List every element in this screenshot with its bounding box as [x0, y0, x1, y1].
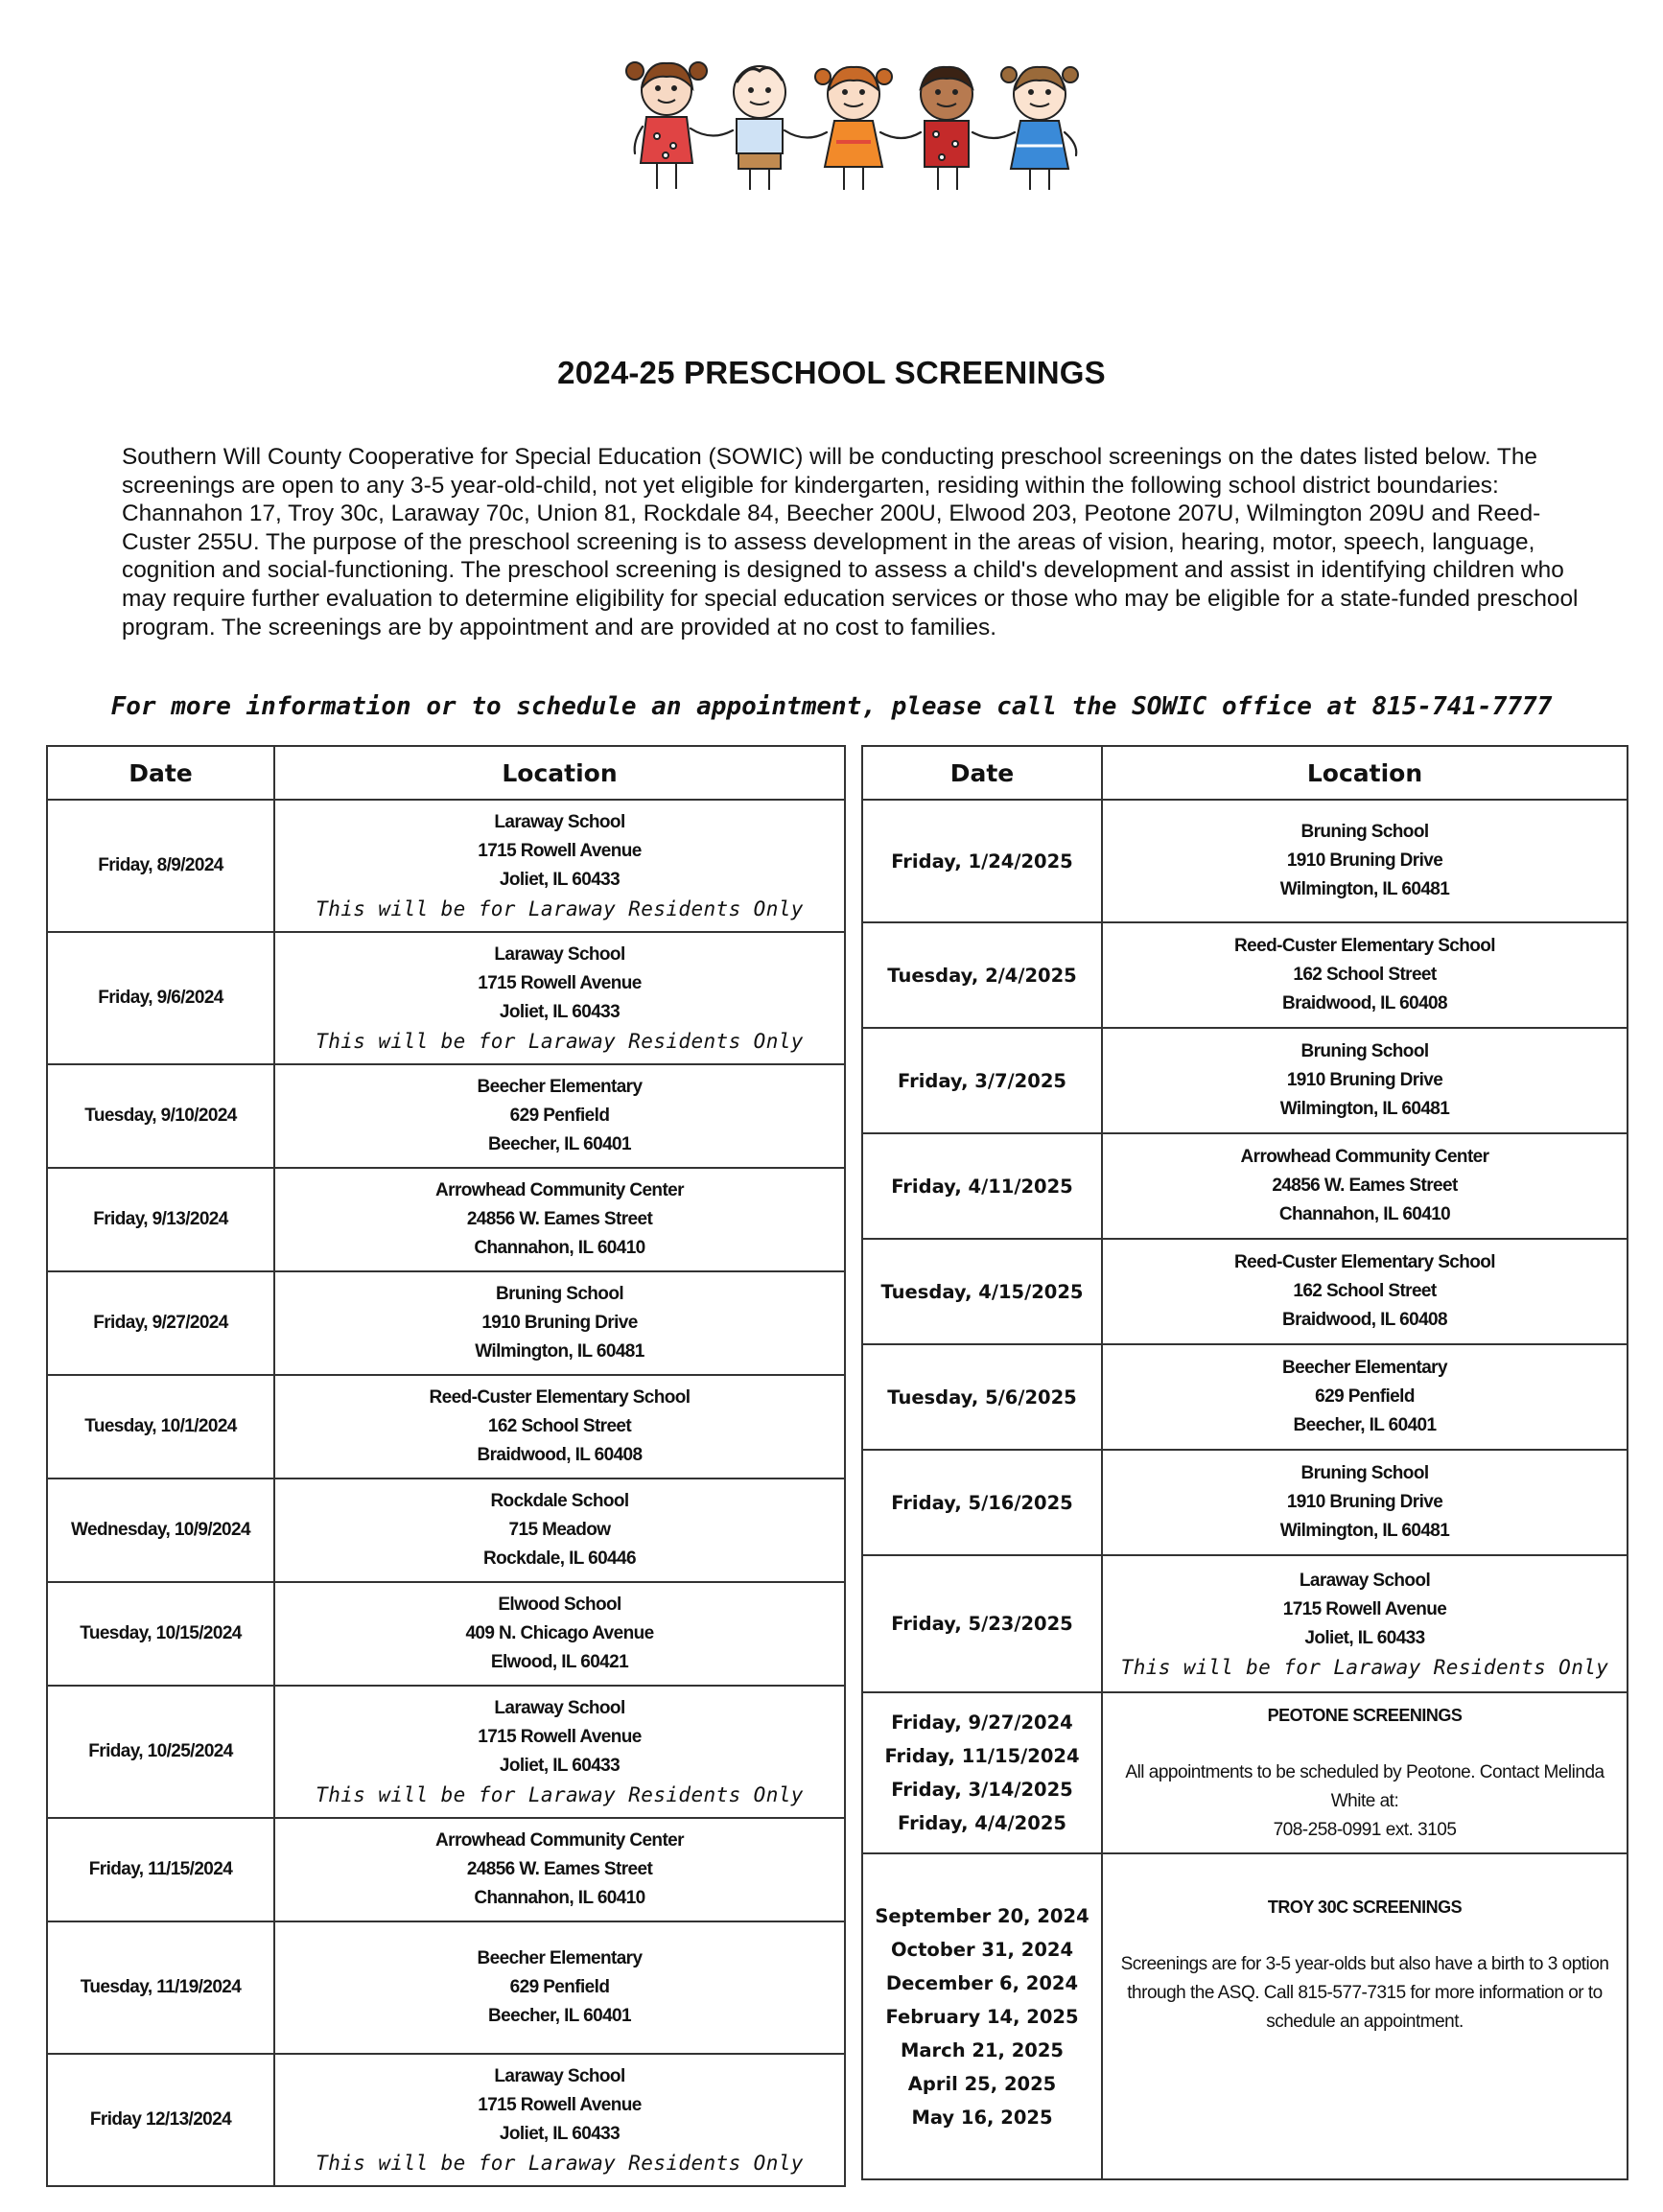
location-city: Elwood, IL 60421: [490, 1652, 629, 1672]
troy-date: October 31, 2024: [890, 1938, 1074, 1961]
location-name: Laraway School: [494, 1698, 625, 1718]
screening-date: Tuesday, 2/4/2025: [862, 922, 1102, 1028]
location-name: Bruning School: [1300, 1463, 1429, 1483]
screening-date: Tuesday, 5/6/2025: [862, 1344, 1102, 1450]
child-2: [734, 66, 785, 190]
peotone-date: Friday, 3/14/2025: [891, 1779, 1073, 1801]
location-city: Channahon, IL 60410: [474, 1238, 645, 1258]
table-row: [47, 1818, 845, 1921]
date-column-header: Date: [47, 746, 274, 800]
contact-callout: For more information or to schedule an appointment, please call the SOWIC office at 815-741-7777: [110, 692, 1553, 721]
location-street: 24856 W. Eames Street: [466, 1209, 653, 1229]
screening-location: [274, 800, 845, 932]
location-city: Braidwood, IL 60408: [477, 1445, 643, 1465]
troy-date: March 21, 2025: [900, 2038, 1064, 2061]
screening-date: Friday, 9/27/2024: [47, 1271, 274, 1375]
peotone-date: Friday, 4/4/2025: [898, 1812, 1066, 1834]
location-street: 1715 Rowell Avenue: [1282, 1598, 1447, 1619]
location-street: 715 Meadow: [508, 1520, 611, 1540]
table-row: [862, 1450, 1628, 1555]
location-column-header: Location: [274, 746, 845, 800]
screening-date: Friday, 5/23/2025: [862, 1555, 1102, 1692]
screening-location: [274, 2054, 845, 2186]
table-row: [47, 1686, 845, 1818]
location-city: Braidwood, IL 60408: [1282, 993, 1447, 1013]
screening-date: Friday, 9/13/2024: [47, 1168, 274, 1271]
screening-date: Friday, 5/16/2025: [862, 1450, 1102, 1555]
table-row: [47, 1921, 845, 2054]
location-name: Reed-Custer Elementary School: [1234, 936, 1495, 956]
screening-location: [274, 1582, 845, 1686]
screening-date: Tuesday, 10/1/2024: [47, 1375, 274, 1479]
location-city: Beecher, IL 60401: [488, 2006, 631, 2026]
schedule-table-left: [46, 745, 846, 2187]
location-city: Wilmington, IL 60481: [1279, 879, 1450, 899]
screening-date: Tuesday, 9/10/2024: [47, 1064, 274, 1168]
location-city: Channahon, IL 60410: [1278, 1204, 1451, 1224]
location-city: Rockdale, IL 60446: [483, 1548, 636, 1569]
location-city: Joliet, IL 60433: [499, 1756, 621, 1776]
location-name: Beecher Elementary: [477, 1948, 643, 1968]
location-name: Laraway School: [494, 944, 625, 965]
location-column-header: Location: [1102, 746, 1628, 800]
location-name: Laraway School: [494, 2066, 625, 2086]
troy-date: December 6, 2024: [885, 1971, 1079, 1994]
screening-location: [1102, 1555, 1628, 1692]
location-street: 24856 W. Eames Street: [466, 1859, 653, 1879]
location-city: Wilmington, IL 60481: [1279, 1521, 1450, 1541]
location-name: Bruning School: [1300, 1041, 1429, 1061]
table-row: [47, 1375, 845, 1479]
table-row: [862, 800, 1628, 922]
location-city: Joliet, IL 60433: [499, 870, 621, 890]
screening-location: [1102, 1133, 1628, 1239]
peotone-date: Friday, 9/27/2024: [891, 1711, 1073, 1734]
screening-location: [274, 1479, 845, 1582]
location-city: Wilmington, IL 60481: [1279, 1099, 1450, 1119]
location-street: 1715 Rowell Avenue: [478, 1727, 642, 1747]
table-row: [47, 1064, 845, 1168]
location-name: Beecher Elementary: [477, 1077, 643, 1097]
location-street: 1715 Rowell Avenue: [478, 2095, 642, 2115]
troy-row: [862, 1853, 1628, 2179]
location-name: Arrowhead Community Center: [435, 1180, 684, 1200]
table-row: [862, 1133, 1628, 1239]
location-city: Beecher, IL 60401: [488, 1134, 631, 1154]
screening-date: Friday 12/13/2024: [47, 2054, 274, 2186]
screening-location: [274, 1921, 845, 2054]
location-name: Reed-Custer Elementary School: [1234, 1252, 1495, 1272]
location-name: Laraway School: [1299, 1570, 1431, 1591]
table-row: [862, 1555, 1628, 1692]
screening-date: Friday, 10/25/2024: [47, 1686, 274, 1818]
peotone-info: [1102, 1692, 1628, 1853]
location-city: Wilmington, IL 60481: [475, 1341, 644, 1362]
location-street: 24856 W. Eames Street: [1272, 1176, 1458, 1196]
location-street: 629 Penfield: [509, 1977, 610, 1997]
residents-only-note: This will be for Laraway Residents Only: [316, 2152, 804, 2175]
screening-location: [1102, 800, 1628, 922]
screening-location: [274, 1375, 845, 1479]
screening-date: Friday, 3/7/2025: [862, 1028, 1102, 1133]
screening-location: [274, 1064, 845, 1168]
screening-location: [1102, 1239, 1628, 1344]
location-street: 1910 Bruning Drive: [1286, 1070, 1443, 1090]
location-street: 629 Penfield: [509, 1106, 610, 1126]
location-street: 629 Penfield: [1315, 1386, 1415, 1407]
table-row: [862, 1344, 1628, 1450]
location-name: Beecher Elementary: [1282, 1358, 1447, 1378]
residents-only-note: This will be for Laraway Residents Only: [316, 897, 804, 920]
location-name: Laraway School: [494, 812, 625, 832]
table-row: [47, 1168, 845, 1271]
child-5: [1001, 67, 1078, 190]
troy-date: April 25, 2025: [907, 2072, 1057, 2095]
peotone-phone: 708-258-0991 ext. 3105: [1273, 1820, 1457, 1840]
residents-only-note: This will be for Laraway Residents Only: [316, 1783, 804, 1806]
location-street: 409 N. Chicago Avenue: [465, 1623, 654, 1643]
screening-location: [274, 1686, 845, 1818]
table-row: [47, 1479, 845, 1582]
location-street: 1910 Bruning Drive: [481, 1313, 638, 1333]
location-name: Bruning School: [1300, 822, 1429, 842]
screening-location: [274, 1168, 845, 1271]
location-city: Beecher, IL 60401: [1293, 1415, 1437, 1435]
table-row: [47, 1582, 845, 1686]
screening-location: [1102, 1028, 1628, 1133]
troy-heading: TROY 30C SCREENINGS: [1267, 1898, 1463, 1917]
screening-location: [1102, 1450, 1628, 1555]
table-header-row: [47, 746, 845, 800]
location-name: Arrowhead Community Center: [1240, 1147, 1489, 1167]
location-street: 1910 Bruning Drive: [1286, 1492, 1443, 1512]
table-row: [47, 932, 845, 1064]
table-row: [862, 1028, 1628, 1133]
location-street: 162 School Street: [1293, 965, 1437, 985]
screening-date: Tuesday, 4/15/2025: [862, 1239, 1102, 1344]
screening-location: [274, 1818, 845, 1921]
screening-date: Friday, 9/6/2024: [47, 932, 274, 1064]
screening-location: [274, 1271, 845, 1375]
location-city: Joliet, IL 60433: [499, 1002, 621, 1022]
residents-only-note: This will be for Laraway Residents Only: [1120, 1655, 1609, 1679]
location-name: Arrowhead Community Center: [435, 1830, 684, 1851]
peotone-dates: [862, 1692, 1102, 1853]
troy-date: September 20, 2024: [875, 1904, 1089, 1927]
troy-date: February 14, 2025: [885, 2005, 1079, 2028]
location-street: 1910 Bruning Drive: [1286, 850, 1443, 871]
location-city: Channahon, IL 60410: [474, 1888, 645, 1908]
peotone-heading: PEOTONE SCREENINGS: [1267, 1706, 1463, 1725]
screening-location: [274, 932, 845, 1064]
table-row: [862, 1239, 1628, 1344]
residents-only-note: This will be for Laraway Residents Only: [316, 1030, 804, 1053]
location-street: 162 School Street: [1293, 1281, 1437, 1301]
screening-date: Friday, 11/15/2024: [47, 1818, 274, 1921]
table-row: [47, 2054, 845, 2186]
screening-date: Tuesday, 10/15/2024: [47, 1582, 274, 1686]
screening-location: [1102, 1344, 1628, 1450]
intro-paragraph: Southern Will County Cooperative for Special Education (SOWIC) will be conducting preschool screenings on the dates listed below. The screenings are open to any 3-5 year-old-child, not yet eligible for kindergarten, residing within the following school district boundaries: Channahon 17, Troy 30c, Laraway 70c, Union 81, Rockdale 84, Beecher 200U, Elwood 203, Peotone 207U, Wilmington 209U and Reed-Custer 255U. The purpose of the preschool screening is to assess development in the areas of vision, hearing, motor, speech, language, cognition and social-functioning. The preschool screening is designed to assess a child's development and assist in identifying children who may require further evaluation to determine eligibility for special education services or those who may be eligible for a state-funded preschool program. The screenings are by appointment and are provided at no cost to families.: [122, 444, 1579, 640]
table-header-row: [862, 746, 1628, 800]
location-name: Elwood School: [498, 1595, 621, 1615]
child-4: [921, 67, 972, 190]
table-row: [47, 1271, 845, 1375]
child-3: [815, 67, 892, 190]
troy-info: [1102, 1853, 1628, 2179]
children-holding-hands-illustration: [614, 50, 1113, 203]
schedule-table-right: [861, 745, 1628, 2180]
screening-date: Tuesday, 11/19/2024: [47, 1921, 274, 2054]
peotone-text: All appointments to be scheduled by Peotone. Contact Melinda White at:: [1125, 1762, 1604, 1811]
location-name: Rockdale School: [490, 1491, 629, 1511]
location-city: Joliet, IL 60433: [1304, 1627, 1425, 1648]
screening-date: Friday, 8/9/2024: [47, 800, 274, 932]
screening-date: Friday, 4/11/2025: [862, 1133, 1102, 1239]
peotone-row: [862, 1692, 1628, 1853]
table-row: [47, 800, 845, 932]
screening-date: Friday, 1/24/2025: [862, 800, 1102, 922]
troy-dates: [862, 1853, 1102, 2179]
child-1: [626, 62, 707, 189]
location-name: Reed-Custer Elementary School: [429, 1387, 691, 1408]
date-column-header: Date: [862, 746, 1102, 800]
screening-location: [1102, 922, 1628, 1028]
location-name: Bruning School: [495, 1284, 624, 1304]
page-title: 2024-25 PRESCHOOL SCREENINGS: [557, 355, 1106, 390]
troy-text: Screenings are for 3-5 year-olds but also have a birth to 3 option through the ASQ. Call 815-577-7315 for more information or to schedule an appointment.: [1120, 1954, 1609, 2032]
screening-date: Wednesday, 10/9/2024: [47, 1479, 274, 1582]
troy-date: May 16, 2025: [911, 2106, 1053, 2129]
location-street: 162 School Street: [487, 1416, 632, 1436]
peotone-date: Friday, 11/15/2024: [884, 1745, 1080, 1767]
location-city: Joliet, IL 60433: [499, 2124, 621, 2144]
location-city: Braidwood, IL 60408: [1282, 1310, 1447, 1330]
table-row: [862, 922, 1628, 1028]
location-street: 1715 Rowell Avenue: [478, 973, 642, 993]
location-street: 1715 Rowell Avenue: [478, 841, 642, 861]
